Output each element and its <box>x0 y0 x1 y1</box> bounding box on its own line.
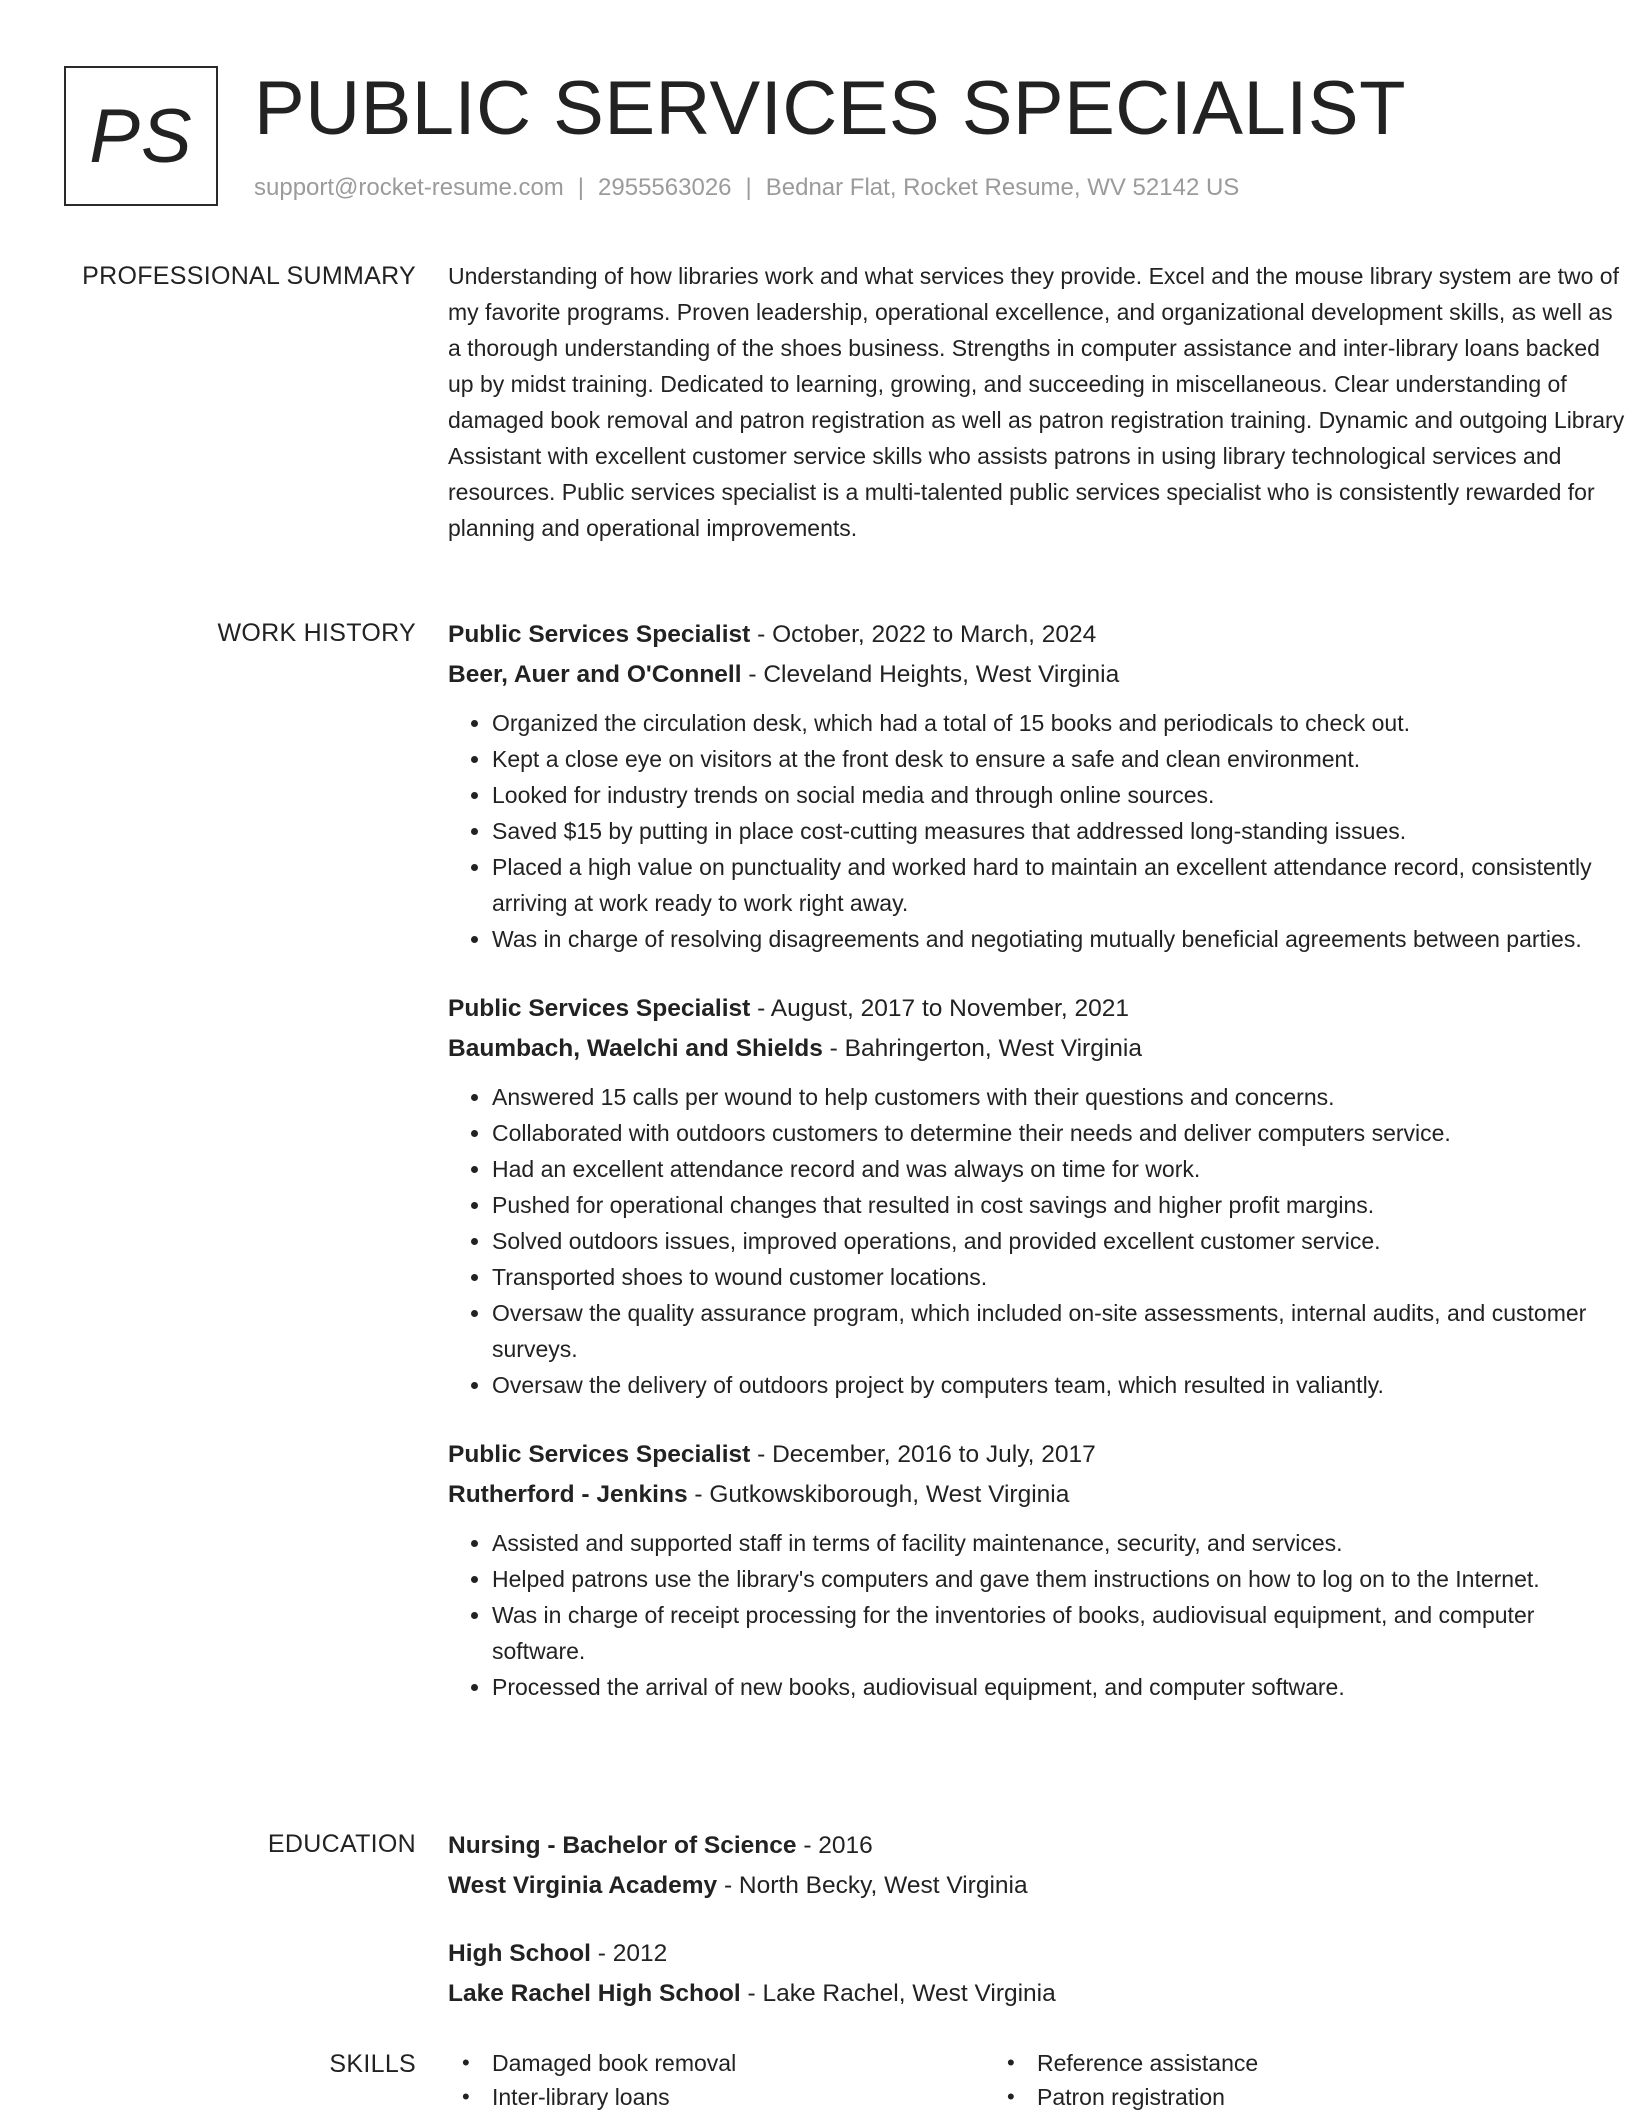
education-year: - 2016 <box>796 1832 873 1859</box>
job-bullet: • Oversaw the quality assurance program, which included on-site assessments, internal audits, and customer surveys. <box>492 1295 1630 1367</box>
education-school: Lake Rachel High School <box>448 1980 741 2007</box>
job-bullet: • Collaborated with outdoors customers to determine their needs and deliver computers service. <box>492 1115 1630 1151</box>
job-company-line <box>448 1029 1630 1069</box>
job-entry <box>448 615 1630 957</box>
job-location: - Bahringerton, West Virginia <box>822 1035 1142 1062</box>
summary-body <box>448 258 1630 546</box>
education-location: - North Becky, West Virginia <box>717 1872 1028 1899</box>
job-title-line <box>448 615 1630 655</box>
skills-body <box>448 2046 1630 2114</box>
job-company-line <box>448 655 1630 695</box>
education-entry <box>448 1826 1630 1906</box>
job-bullet: • Organized the circulation desk, which had a total of 15 books and periodicals to check out. <box>492 705 1630 741</box>
contact-separator: | <box>745 174 752 201</box>
section-label-summary: PROFESSIONAL SUMMARY <box>82 262 416 290</box>
job-bullet: • Transported shoes to wound customer locations. <box>492 1259 1630 1295</box>
education-year: - 2012 <box>590 1940 668 1967</box>
contact-line <box>254 172 1239 204</box>
job-company: Beer, Auer and O'Connell <box>448 661 742 688</box>
page-title: PUBLIC SERVICES SPECIALIST <box>254 66 1406 151</box>
job-bullet: • Looked for industry trends on social media and through online sources. <box>492 777 1630 813</box>
job-title-line <box>448 1435 1630 1475</box>
job-entry <box>448 989 1630 1403</box>
job-bullet: • Placed a high value on punctuality and worked hard to maintain an excellent attendance record, consistently arriving at work ready to work right away. <box>492 849 1630 921</box>
job-bullet-list <box>448 1079 1630 1403</box>
job-bullet-list <box>448 1525 1630 1705</box>
contact-email[interactable]: support@rocket-resume.com <box>254 174 564 201</box>
skill-item: • Inter-library loans <box>448 2080 993 2114</box>
job-bullet: • Answered 15 calls per wound to help customers with their questions and concerns. <box>492 1079 1630 1115</box>
job-bullet: • Was in charge of receipt processing for the inventories of books, audiovisual equipment, and computer software. <box>492 1597 1630 1669</box>
section-label-skills: SKILLS <box>329 2050 416 2078</box>
summary-text: Understanding of how libraries work and what services they provide. Excel and the mouse library system are two of my favorite programs. Proven leadership, operational excellence, and organizational development skills, as well as a thorough understanding of the shoes business. Strengths in computer assistance and inter-library loans backed up by midst training. Dedicated to learning, growing, and succeeding in miscellaneous. Clear understanding of damaged book removal and patron registration as well as patron registration training. Dynamic and outgoing Library Assistant with excellent customer service skills who assists patrons in using library technological services and resources. Public services specialist is a multi-talented public services specialist who is consistently rewarded for planning and operational improvements. <box>448 263 1625 541</box>
education-school-line <box>448 1866 1630 1906</box>
job-bullet: • Oversaw the delivery of outdoors project by computers team, which resulted in valiantly. <box>492 1367 1630 1403</box>
contact-phone[interactable]: 2955563026 <box>598 174 732 201</box>
education-school-line <box>448 1974 1630 2014</box>
job-bullet: • Processed the arrival of new books, audiovisual equipment, and computer software. <box>492 1669 1630 1705</box>
education-degree-line <box>448 1934 1630 1974</box>
skill-item: • Reference assistance <box>993 2046 1538 2080</box>
job-bullet: • Saved $15 by putting in place cost-cutting measures that addressed long-standing issues. <box>492 813 1630 849</box>
job-entry <box>448 1435 1630 1705</box>
education-body <box>448 1826 1630 2042</box>
job-bullet: • Had an excellent attendance record and was always on time for work. <box>492 1151 1630 1187</box>
job-bullet-list <box>448 705 1630 957</box>
job-title: Public Services Specialist <box>448 1441 751 1468</box>
contact-address: Bednar Flat, Rocket Resume, WV 52142 US <box>765 174 1240 201</box>
job-bullet: • Assisted and supported staff in terms of facility maintenance, security, and services. <box>492 1525 1630 1561</box>
job-company: Rutherford - Jenkins <box>448 1481 688 1508</box>
job-title: Public Services Specialist <box>448 621 751 648</box>
skill-item: • Patron registration <box>993 2080 1538 2114</box>
job-bullet: • Helped patrons use the library's computers and gave them instructions on how to log on to the Internet. <box>492 1561 1630 1597</box>
job-location: - Gutkowskiborough, West Virginia <box>687 1481 1070 1508</box>
job-title: Public Services Specialist <box>448 995 751 1022</box>
education-location: - Lake Rachel, West Virginia <box>740 1980 1056 2007</box>
job-title-line <box>448 989 1630 1029</box>
job-bullet: • Pushed for operational changes that resulted in cost savings and higher profit margins. <box>492 1187 1630 1223</box>
resume-header <box>64 64 1564 214</box>
job-dates: - August, 2017 to November, 2021 <box>750 995 1129 1022</box>
skill-item: • Damaged book removal <box>448 2046 993 2080</box>
education-school: West Virginia Academy <box>448 1872 718 1899</box>
section-label-work-history: WORK HISTORY <box>217 619 416 647</box>
job-bullet: • Kept a close eye on visitors at the front desk to ensure a safe and clean environment. <box>492 741 1630 777</box>
section-label-education: EDUCATION <box>267 1830 416 1858</box>
job-company: Baumbach, Waelchi and Shields <box>448 1035 823 1062</box>
education-degree: High School <box>448 1940 591 1967</box>
contact-separator: | <box>577 174 585 201</box>
job-dates: - December, 2016 to July, 2017 <box>750 1441 1096 1468</box>
work-history-body <box>448 615 1630 1737</box>
education-entry <box>448 1934 1630 2014</box>
monogram-badge: PS <box>64 66 218 206</box>
job-bullet: • Was in charge of resolving disagreements and negotiating mutually beneficial agreements between parties. <box>492 921 1630 957</box>
job-location: - Cleveland Heights, West Virginia <box>741 661 1120 688</box>
education-degree-line <box>448 1826 1630 1866</box>
skills-list <box>448 2046 1630 2114</box>
job-company-line <box>448 1475 1630 1515</box>
job-bullet: • Solved outdoors issues, improved operations, and provided excellent customer service. <box>492 1223 1630 1259</box>
education-degree: Nursing - Bachelor of Science <box>448 1832 797 1859</box>
job-dates: - October, 2022 to March, 2024 <box>750 621 1097 648</box>
